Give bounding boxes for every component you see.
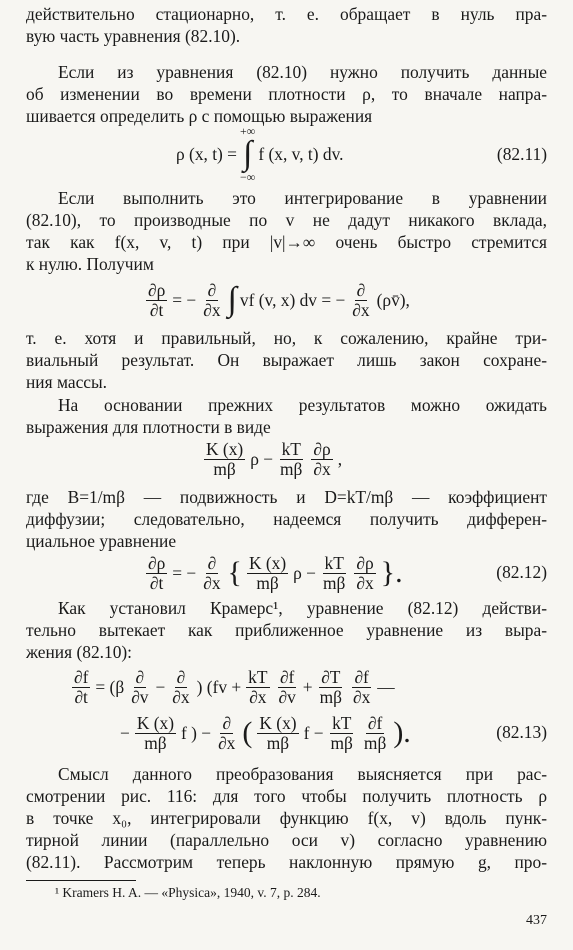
fraction: $\frac{\partial}{\partial v}$	[131, 666, 149, 707]
text-line: тирной линии (параллельно оси v) согласно уравнению	[26, 830, 547, 850]
text-line: к нулю. Получим	[26, 254, 154, 274]
fraction: $\frac{\partial f}{m\beta}$	[363, 712, 387, 753]
eq-integrand: f (x, v, t) dv.	[258, 143, 344, 164]
page-number: 437	[526, 913, 547, 928]
equation-82-12	[26, 550, 547, 596]
eq-text: f −	[303, 722, 324, 743]
text-line: тельно вытекает как приближенное уравнение из выра-	[26, 620, 547, 640]
equation-number: (82.12)	[496, 562, 547, 582]
fraction: $\frac{\partial}{\partial x}$	[218, 712, 236, 753]
text-line: так как f(x, v, t) при |v|→∞ очень быстро стремится	[26, 232, 547, 252]
eq-sign: = (β	[95, 676, 125, 697]
text-line: Как установил Крамерс¹, уравнение (82.12) действи-	[58, 598, 547, 618]
fraction: $\frac{\partial}{\partial x}$	[203, 279, 221, 320]
paren-close: ).	[393, 716, 411, 749]
eq-text: —	[377, 676, 395, 697]
paren-open: (	[242, 716, 253, 749]
fraction: $\frac{kT}{\partial x}$	[248, 666, 268, 707]
fraction: $\frac{\partial}{\partial x}$	[352, 279, 370, 320]
text-line: вую часть уравнения (82.10).	[26, 26, 241, 46]
text-line: (82.11). Рассмотрим теперь наклонную прямую g, про-	[26, 852, 547, 872]
footnote-rule	[26, 880, 136, 881]
fraction: $\frac{\partial f}{\partial v}$	[278, 666, 296, 707]
text-line: Смысл данного преобразования выясняется при рас-	[58, 764, 547, 784]
fraction: $\frac{kT}{m\beta}$	[330, 712, 353, 753]
equation-number: (82.13)	[496, 722, 547, 742]
text-line: Если из уравнения (82.10) нужно получить данные	[58, 62, 547, 82]
text-line: где B=1/mβ — подвижность и D=kT/mβ — коэффициент	[26, 487, 547, 507]
fraction: $\frac{\partial}{\partial x}$	[172, 666, 190, 707]
fraction: $\frac{\partial f}{\partial t}$	[74, 666, 89, 707]
fraction: $\frac{K (x)}{m\beta}$	[136, 712, 174, 753]
equation-82-13-line-1	[26, 664, 547, 710]
equation-density-expression	[26, 436, 547, 482]
fraction: $\frac{\partial\rho}{\partial x}$	[356, 552, 374, 593]
text-line: т. е. хотя и правильный, но, к сожалению, крайне три-	[26, 328, 547, 348]
fraction: $\frac{\partial}{\partial x}$	[203, 552, 221, 593]
text-line: смотрении рис. 116: для того чтобы получить плотность ρ	[26, 786, 547, 806]
fraction: $\frac{\partial T}{m\beta}$	[319, 666, 342, 707]
text-line: Если выполнить это интегрирование в уравнении	[58, 188, 547, 208]
integral-sign	[240, 125, 255, 183]
eq-text: −	[120, 722, 130, 743]
equation-82-13-line-2	[26, 710, 547, 756]
fraction: $\frac{\partial\rho}{\partial t}$	[148, 279, 166, 320]
fraction: $\frac{\partial f}{\partial x}$	[353, 666, 371, 707]
eq-text: ,	[337, 448, 343, 469]
eq-text: (ρv̄),	[376, 289, 410, 310]
fraction: $\frac{K (x)}{m\beta}$	[259, 712, 297, 753]
eq-text: ρ −	[293, 562, 316, 583]
fraction: $\frac{K (x)}{m\beta}$	[248, 552, 287, 593]
text-line: выражения для плотности в виде	[26, 417, 271, 437]
eq-text: +	[302, 676, 313, 697]
fraction: $\frac{K (x)}{m\beta}$	[206, 438, 244, 479]
integral-symbol: ∫	[243, 135, 253, 172]
eq-text: ρ −	[250, 448, 274, 469]
eq-sign: = −	[172, 289, 197, 310]
fraction: $\frac{\partial\rho}{\partial x}$	[313, 438, 331, 479]
eq-sign: = −	[172, 562, 197, 583]
text-line: жения (82.10):	[26, 642, 133, 662]
text-line: шивается определить ρ с помощью выражения	[26, 106, 373, 126]
footnote: ¹ Kramers H. A. — «Physica», 1940, v. 7, p. 284.	[55, 885, 321, 900]
fraction: $\frac{\partial\rho}{\partial t}$	[148, 552, 166, 593]
eq-text: −	[155, 676, 166, 697]
text-line: действительно стационарно, т. е. обращает в нуль пра-	[26, 4, 547, 24]
integral-symbol: ∫	[227, 281, 237, 318]
fraction: $\frac{kT}{m\beta}$	[322, 552, 346, 593]
text-line: в точке x₀, интегрировали функцию f(x, v) вдоль пунк-	[26, 808, 547, 828]
text-line: На основании прежних результатов можно ожидать	[58, 395, 547, 415]
equation-82-11	[26, 126, 547, 182]
eq-text: vf (v, x) dv = −	[239, 289, 346, 310]
text-line: об изменении во времени плотности ρ, то вначале напра-	[26, 84, 547, 104]
text-line: диффузии; следовательно, надеемся получить дифферен-	[26, 509, 547, 529]
eq-lhs: ρ (x, t) =	[176, 143, 237, 164]
text-line: виальный результат. Он выражает лишь закон сохране-	[26, 350, 547, 370]
text-line: ния массы.	[26, 372, 108, 392]
text-line: циальное уравнение	[26, 531, 177, 551]
eq-text: ) (fv +	[196, 676, 242, 697]
fraction: $\frac{kT}{m\beta}$	[280, 438, 303, 479]
integral-upper-limit: +∞	[240, 124, 256, 138]
brace-open: {	[227, 556, 242, 589]
eq-text: f ) −	[181, 722, 212, 743]
equation-number: (82.11)	[496, 144, 547, 164]
integral-lower-limit: −∞	[240, 170, 256, 184]
text-line: (82.10), то производные по v не дадут никакого вклада,	[26, 210, 547, 230]
brace-close: }.	[380, 556, 403, 589]
equation-continuity	[26, 276, 547, 324]
